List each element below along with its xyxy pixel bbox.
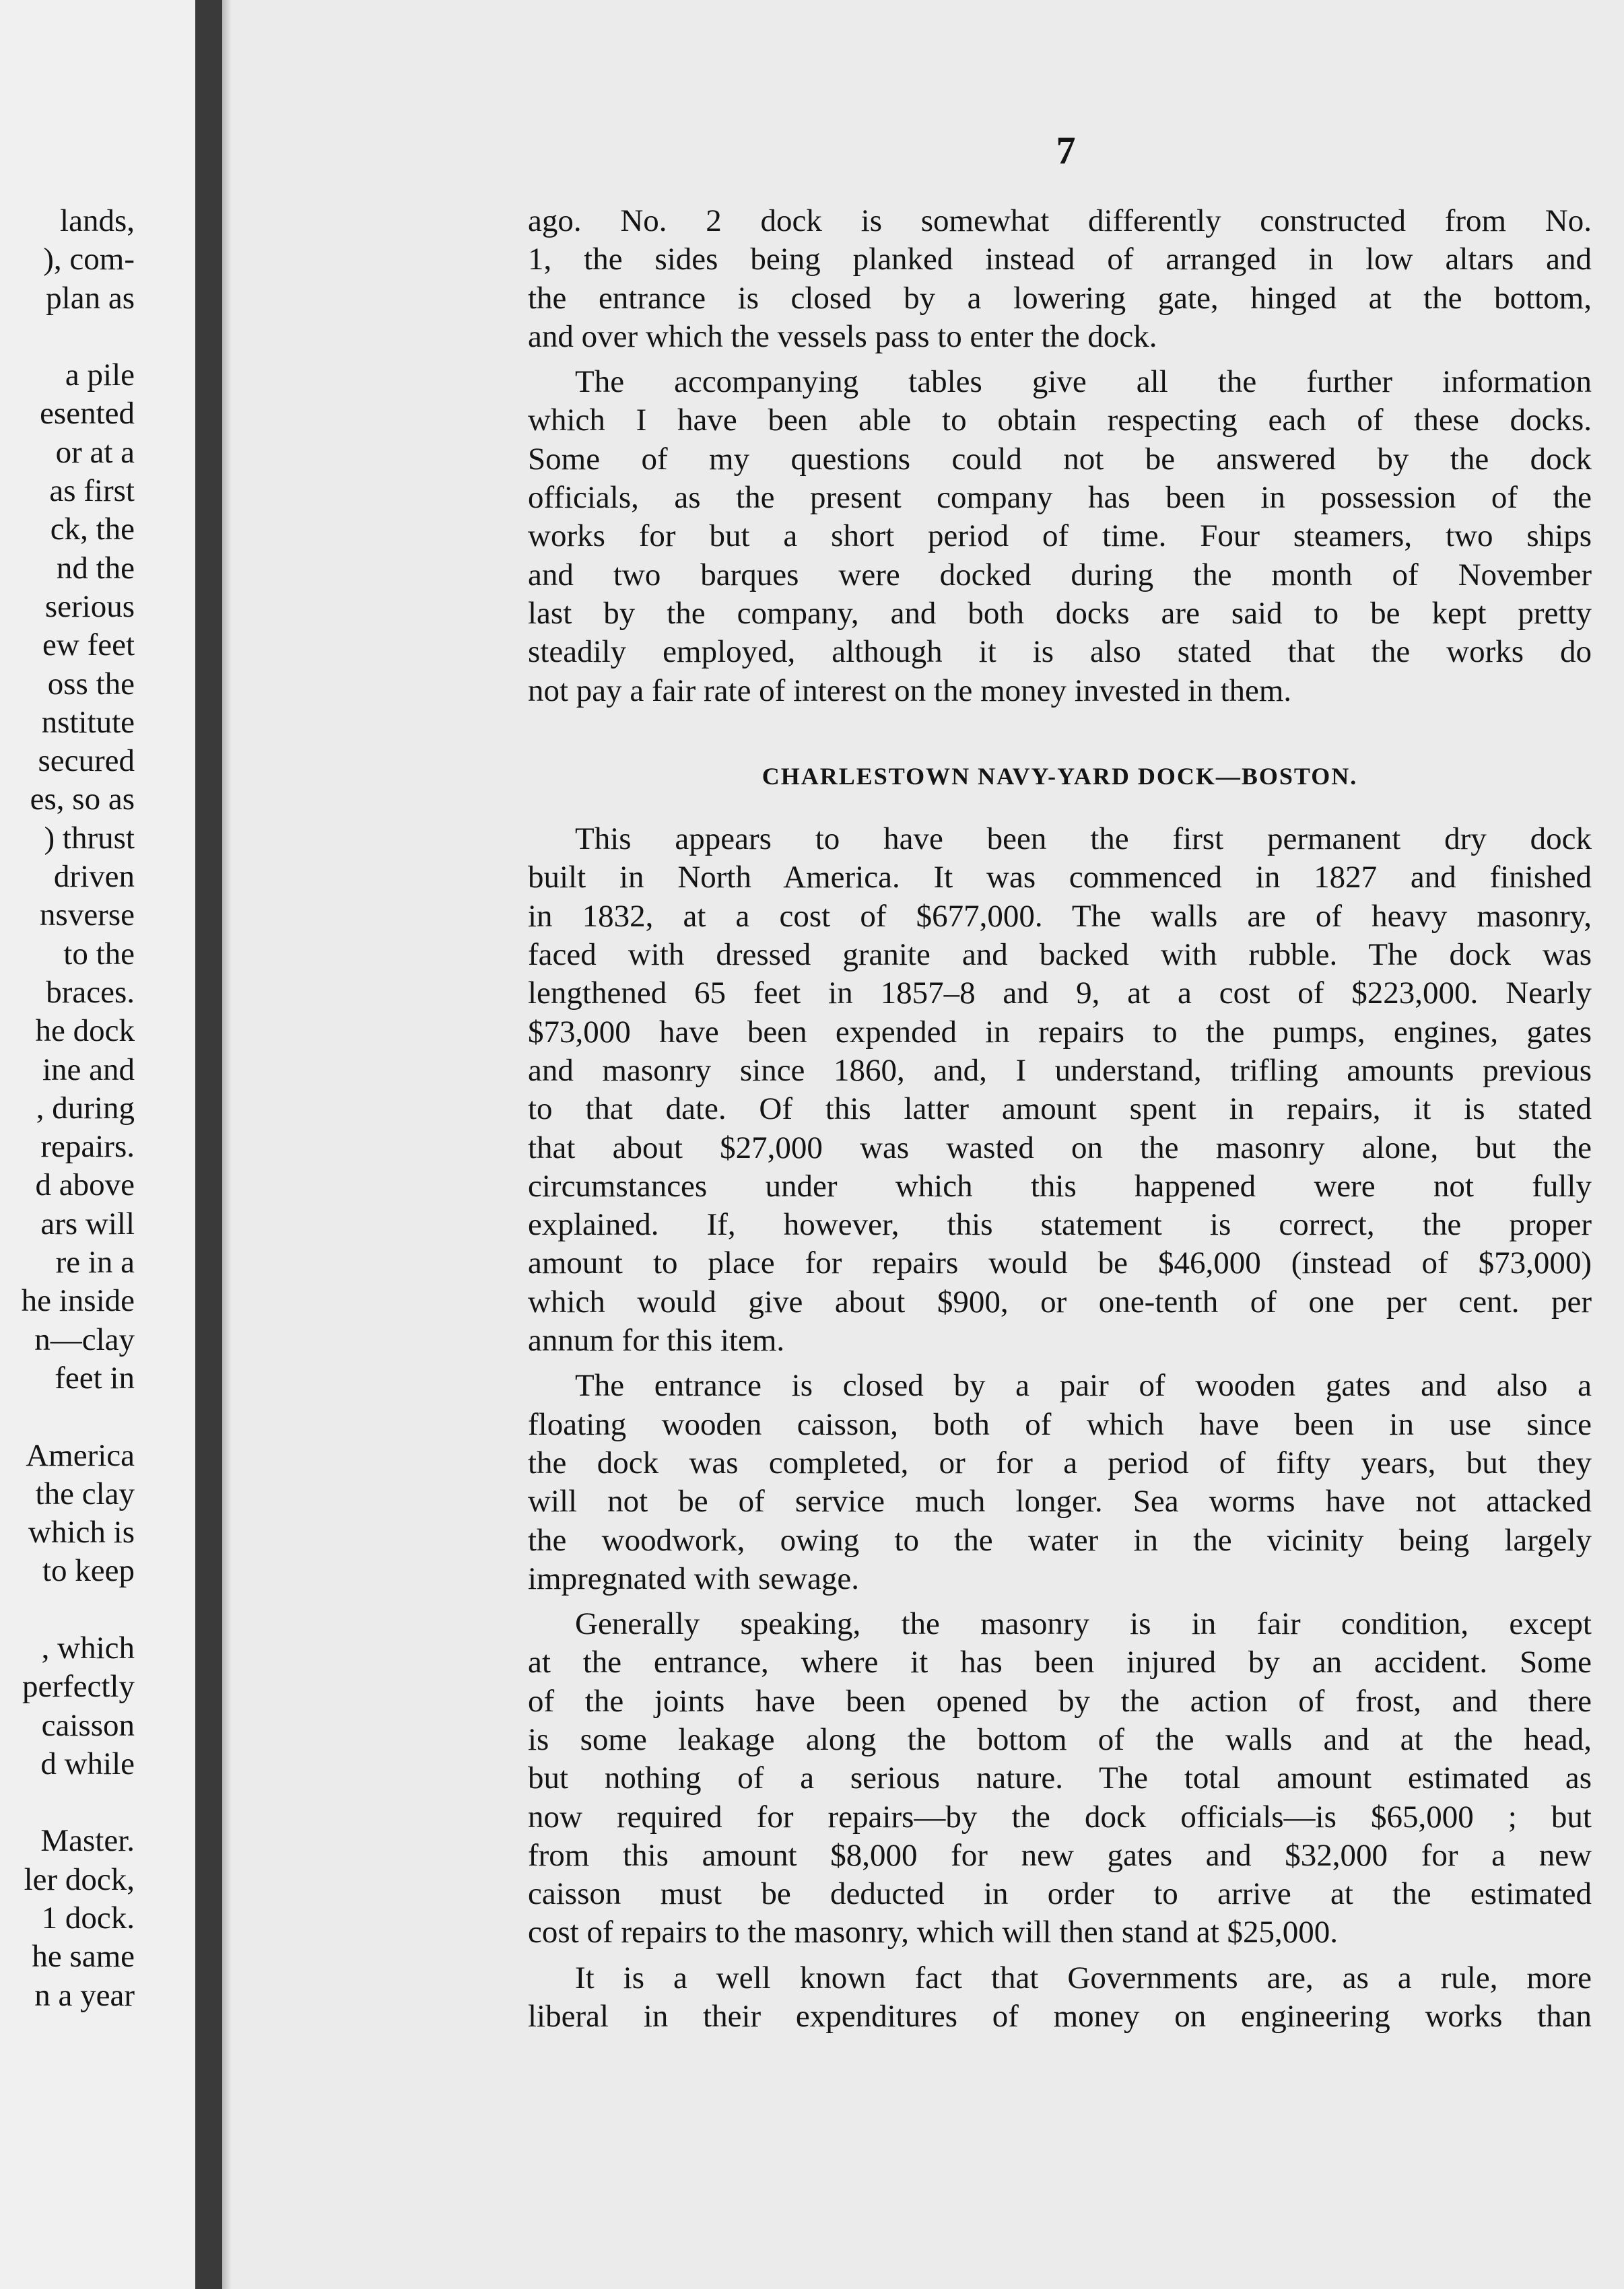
previous-page-line: ew feet xyxy=(42,627,135,663)
previous-page-line: plan as xyxy=(46,280,135,316)
section-heading: CHARLESTOWN NAVY-YARD DOCK—BOSTON. xyxy=(762,762,1358,790)
current-page xyxy=(232,0,1624,2289)
text-line: ago. No. 2 dock is somewhat differently constructed from No. xyxy=(528,203,1592,238)
previous-page-line: , during xyxy=(36,1090,135,1126)
previous-page-line: he same xyxy=(32,1939,135,1975)
previous-page-line: caisson xyxy=(41,1707,135,1743)
previous-page-line xyxy=(0,1783,135,1822)
page-body xyxy=(528,202,1592,2036)
previous-page-line: ) thrust xyxy=(44,820,135,856)
previous-page-line: ck, the xyxy=(50,512,135,547)
text-line: that about $27,000 was wasted on the masonry alone, but the xyxy=(528,1130,1592,1165)
previous-page-line: ), com- xyxy=(43,242,135,277)
text-line: to that date. Of this latter amount spent in repairs, it is stated xyxy=(528,1091,1592,1127)
text-line: not pay a fair rate of interest on the money invested in them. xyxy=(528,673,1292,708)
text-line: at the entrance, where it has been injured by an accident. Some xyxy=(528,1645,1592,1680)
text-line: faced with dressed granite and backed with rubble. The dock was xyxy=(528,937,1592,973)
text-line: caisson must be deducted in order to arrive at the estimated xyxy=(528,1876,1592,1912)
previous-page-line: serious xyxy=(44,588,135,624)
previous-page-line: he dock xyxy=(35,1013,135,1049)
text-line: annum for this item. xyxy=(528,1323,785,1359)
text-line: the woodwork, owing to the water in the vicinity being largely xyxy=(528,1522,1592,1558)
text-line: lengthened 65 feet in 1857–8 and 9, at a cost of $223,000. Nearly xyxy=(528,976,1592,1011)
previous-page-line: as first xyxy=(49,473,135,509)
text-line: circumstances under which this happened were not fully xyxy=(528,1168,1592,1204)
book-gutter xyxy=(195,0,222,2289)
previous-page-line: lands, xyxy=(60,203,135,238)
previous-page-line: repairs. xyxy=(40,1129,135,1165)
text-line: built in North America. It was commenced in 1827 and finished xyxy=(528,860,1592,895)
text-line: 1, the sides being planked instead of arranged in low altars and xyxy=(528,242,1592,277)
text-line: This appears to have been the first permanent dry dock xyxy=(575,821,1592,857)
text-line: will not be of service much longer. Sea worms have not attacked xyxy=(528,1484,1592,1519)
text-line: $73,000 have been expended in repairs to the pumps, engines, gates xyxy=(528,1014,1592,1050)
page-number: 7 xyxy=(1056,129,1076,172)
text-line: It is a well known fact that Governments are, as a rule, more xyxy=(575,1960,1592,1995)
text-line: the dock was completed, or for a period of fifty years, but they xyxy=(528,1445,1592,1480)
text-line: now required for repairs—by the dock officials—is $65,000 ; but xyxy=(528,1799,1592,1835)
previous-page-line: to keep xyxy=(42,1553,135,1589)
text-line: but nothing of a serious nature. The total amount estimated as xyxy=(528,1761,1592,1796)
previous-page-line: nsverse xyxy=(40,897,135,933)
previous-page-line xyxy=(0,1591,135,1629)
previous-page-line: America xyxy=(26,1437,135,1473)
previous-page-line: ler dock, xyxy=(24,1861,135,1897)
text-line: is some leakage along the bottom of the walls and at the head, xyxy=(528,1721,1592,1757)
previous-page-line: nstitute xyxy=(41,704,135,740)
previous-page-line: a pile xyxy=(65,357,135,393)
previous-page-line: braces. xyxy=(46,974,135,1010)
text-line: from this amount $8,000 for new gates and $32,000 for a new xyxy=(528,1837,1592,1873)
text-line: the entrance is closed by a lowering gate, hinged at the bottom, xyxy=(528,280,1592,316)
previous-page-line: the clay xyxy=(35,1476,135,1511)
previous-page-line: esented xyxy=(40,396,135,432)
text-line: and masonry since 1860, and, I understand, trifling amounts previous xyxy=(528,1052,1592,1088)
paragraph xyxy=(528,1367,1592,1598)
text-line: liberal in their expenditures of money on engineering works than xyxy=(528,1999,1592,2035)
text-line: The entrance is closed by a pair of wooden gates and also a xyxy=(575,1368,1592,1404)
text-line: cost of repairs to the masonry, which will then stand at $25,000. xyxy=(528,1915,1339,1950)
previous-page-line: n a year xyxy=(34,1977,135,2013)
text-line: works for but a short period of time. Four steamers, two ships xyxy=(528,518,1592,554)
previous-page-fragment xyxy=(0,0,195,2289)
text-line: The accompanying tables give all the further information xyxy=(575,364,1592,400)
previous-page-line: es, so as xyxy=(30,782,135,817)
text-line: last by the company, and both docks are said to be kept pretty xyxy=(528,595,1592,631)
text-line: officials, as the present company has been in possession of the xyxy=(528,480,1592,516)
paragraphs-before-heading xyxy=(528,202,1592,710)
text-line: explained. If, however, this statement is correct, the proper xyxy=(528,1207,1592,1243)
gutter-shadow xyxy=(222,0,232,2289)
previous-page-line: oss the xyxy=(47,666,135,702)
previous-page-line xyxy=(0,318,135,356)
previous-page-line: n—clay xyxy=(34,1322,135,1357)
paragraphs-after-heading xyxy=(528,820,1592,2036)
previous-page-line: or at a xyxy=(55,434,135,470)
previous-page-line: secured xyxy=(38,743,135,779)
previous-page-line: d while xyxy=(40,1746,135,1781)
text-line: Generally speaking, the masonry is in fair condition, except xyxy=(575,1606,1592,1642)
previous-page-line xyxy=(0,1398,135,1436)
text-line: in 1832, at a cost of $677,000. The walls are of heavy masonry, xyxy=(528,898,1592,934)
previous-page-line: ine and xyxy=(42,1052,135,1087)
paragraph xyxy=(528,1605,1592,1952)
previous-page-line: feet in xyxy=(55,1360,135,1396)
text-line: Some of my questions could not be answered by the dock xyxy=(528,441,1592,477)
previous-page-line: Master. xyxy=(40,1823,135,1859)
previous-page-text xyxy=(0,202,135,2015)
text-line: and two barques were docked during the month of November xyxy=(528,557,1592,592)
previous-page-line: d above xyxy=(35,1167,135,1203)
text-line: steadily employed, although it is also stated that the works do xyxy=(528,634,1592,670)
text-line: of the joints have been opened by the action of frost, and there xyxy=(528,1683,1592,1719)
text-line: which would give about $900, or one-tenth of one per cent. per xyxy=(528,1284,1592,1320)
previous-page-line: he inside xyxy=(21,1283,135,1319)
previous-page-line: driven xyxy=(53,859,135,895)
previous-page-line: 1 dock. xyxy=(41,1901,135,1936)
text-line: and over which the vessels pass to enter the dock. xyxy=(528,318,1157,354)
previous-page-line: nd the xyxy=(56,550,135,586)
previous-page-line: which is xyxy=(28,1515,135,1550)
paragraph xyxy=(528,202,1592,356)
paragraph xyxy=(528,363,1592,710)
text-line: which I have been able to obtain respecting each of these docks. xyxy=(528,403,1592,438)
text-line: floating wooden caisson, both of which have been in use since xyxy=(528,1406,1592,1442)
paragraph xyxy=(528,820,1592,1360)
previous-page-line: to the xyxy=(63,936,135,971)
previous-page-line: ars will xyxy=(40,1206,135,1241)
previous-page-line: perfectly xyxy=(22,1669,135,1705)
previous-page-line: re in a xyxy=(55,1245,135,1280)
previous-page-line: , which xyxy=(41,1630,135,1666)
text-line: amount to place for repairs would be $46,000 (instead of $73,000) xyxy=(528,1245,1592,1281)
text-line: impregnated with sewage. xyxy=(528,1561,860,1596)
paragraph xyxy=(528,1959,1592,2037)
